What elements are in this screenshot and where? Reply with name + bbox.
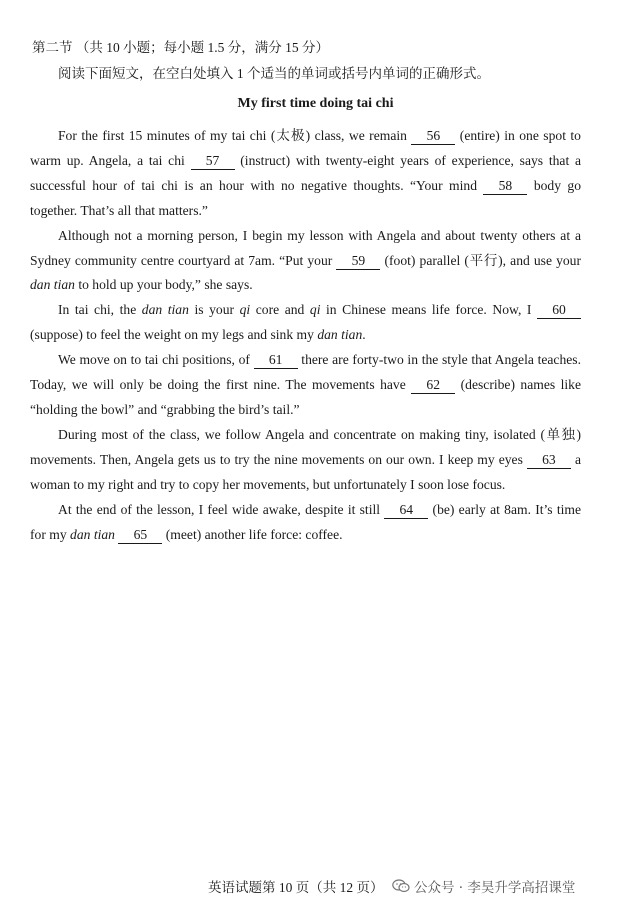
instructions: 阅读下面短文，在空白处填入 1 个适当的单词或括号内单词的正确形式。 [58,66,490,81]
blank-62[interactable]: 62 [411,377,455,394]
paragraph-1: For the first 15 minutes of my tai chi (太极) class, we remain 56 (entire) in one spot to warm up. Angela, a tai chi 57 (instruct) with twenty-eight years of experience, says that a successful hour of tai chi is an hour with no negative thoughts. “Your mind 58 body go together. That’s all that matters.” [30,128,581,218]
passage-title: My first time doing tai chi [237,96,394,111]
blank-60[interactable]: 60 [537,302,581,319]
blank-65[interactable]: 65 [118,527,162,544]
blank-61[interactable]: 61 [254,352,298,369]
watermark [392,876,575,896]
passage-body [30,124,581,547]
blank-57[interactable]: 57 [191,153,235,170]
blank-56[interactable]: 56 [411,128,455,145]
paragraph-3: In tai chi, the dan tian is your qi core and qi in Chinese means life force. Now, I 60 (suppose) to feel the weight on my legs and sink my dan tian. [30,298,581,348]
section-heading: 第二节 （共 10 小题；每小题 1.5 分，满分 15 分） [32,40,329,55]
blank-59[interactable]: 59 [336,253,380,270]
wechat-icon [392,879,410,893]
page-footer: 英语试题第 10 页（共 12 页） [208,880,384,895]
paragraph-6: At the end of the lesson, I feel wide awake, despite it still 64 (be) early at 8am. It’s time for my dan tian 65 (meet) another life force: coffee. [30,501,581,542]
paragraph-5: During most of the class, we follow Angela and concentrate on making tiny, isolated (单独) movements. Then, Angela gets us to try the nine movements on our own. I keep my eyes 63 a woman to my right and try to copy her movements, but unfortunately I soon lose focus. [30,426,581,492]
watermark-text: 公众号 · 李昊升学高招课堂 [414,880,576,896]
blank-58[interactable]: 58 [483,178,527,195]
paragraph-4: We move on to tai chi positions, of 61 there are forty-two in the style that Angela teaches. Today, we will only be doing the first nine. The movements have 62 (describe) names like “holding the bowl” and “grabbing the bird’s tail.” [30,352,581,417]
blank-64[interactable]: 64 [384,502,428,519]
paragraph-2: Although not a morning person, I begin my lesson with Angela and about twenty others at a Sydney community centre courtyard at 7am. “Put your 59 (foot) parallel (平行), and use your dan tian to hold up your body,” she says. [30,227,581,293]
blank-63[interactable]: 63 [527,452,571,469]
